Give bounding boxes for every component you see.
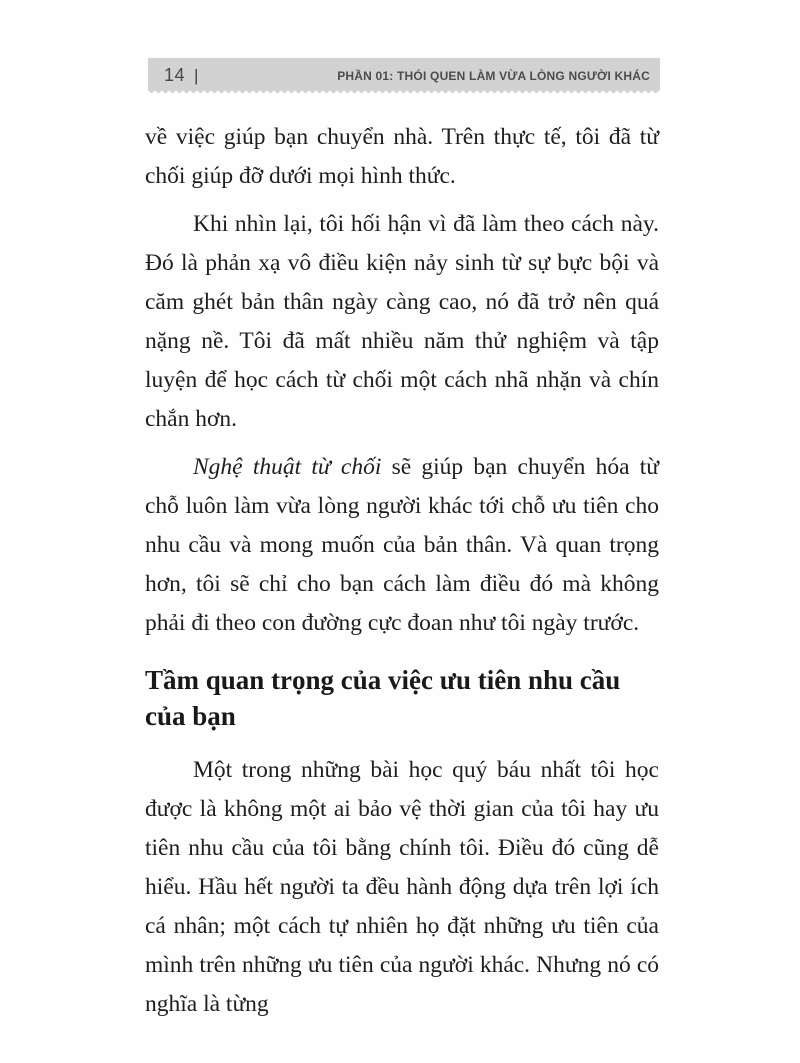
body-paragraph: Khi nhìn lại, tôi hối hận vì đã làm theo cách này. Đó là phản xạ vô điều kiện nảy sinh từ sự bực bội và căm ghét bản thân ngày càng cao, nó đã trở nên quá nặng nề. Tôi đã mất nhiều năm thử nghiệm và tập luyện để học cách từ chối một cách nhã nhặn và chín chắn hơn.: [145, 211, 659, 432]
running-header-title: PHẦN 01: THÓI QUEN LÀM VỪA LÒNG NGƯỜI KHÁC: [337, 68, 650, 83]
body-paragraph: Một trong những bài học quý báu nhất tôi học được là không một ai bảo vệ thời gian của tôi hay ưu tiên nhu cầu của tôi bằng chính tôi. Điều đó cũng dễ hiểu. Hầu hết người ta đều hành động dựa trên lợi ích cá nhân; một cách tự nhiên họ đặt những ưu tiên của mình trên những ưu tiên của người khác. Nhưng nó có nghĩa là từng: [145, 757, 659, 1017]
body-paragraph-continuation: về việc giúp bạn chuyển nhà. Trên thực tế, tôi đã từ chối giúp đỡ dưới mọi hình thức.: [145, 124, 659, 189]
body-paragraph: [145, 448, 659, 643]
book-title-italic: Nghệ thuật từ chối: [193, 454, 382, 480]
page-body: [145, 118, 659, 1033]
section-heading: Tầm quan trọng của việc ưu tiên nhu cầu của bạn: [145, 665, 621, 731]
page-number-separator: |: [194, 66, 199, 85]
page-number: 14: [164, 65, 186, 85]
page-number-group: [164, 65, 198, 86]
paragraph-text: sẽ giúp bạn chuyển hóa từ chỗ luôn làm vừa lòng người khác tới chỗ ưu tiên cho nhu cầu và mong muốn của bản thân. Và quan trọng hơn, tôi sẽ chỉ cho bạn cách làm điều đó mà không phải đi theo con đường cực đoan như tôi ngày trước.: [145, 454, 660, 636]
running-header-bar: [148, 58, 660, 93]
